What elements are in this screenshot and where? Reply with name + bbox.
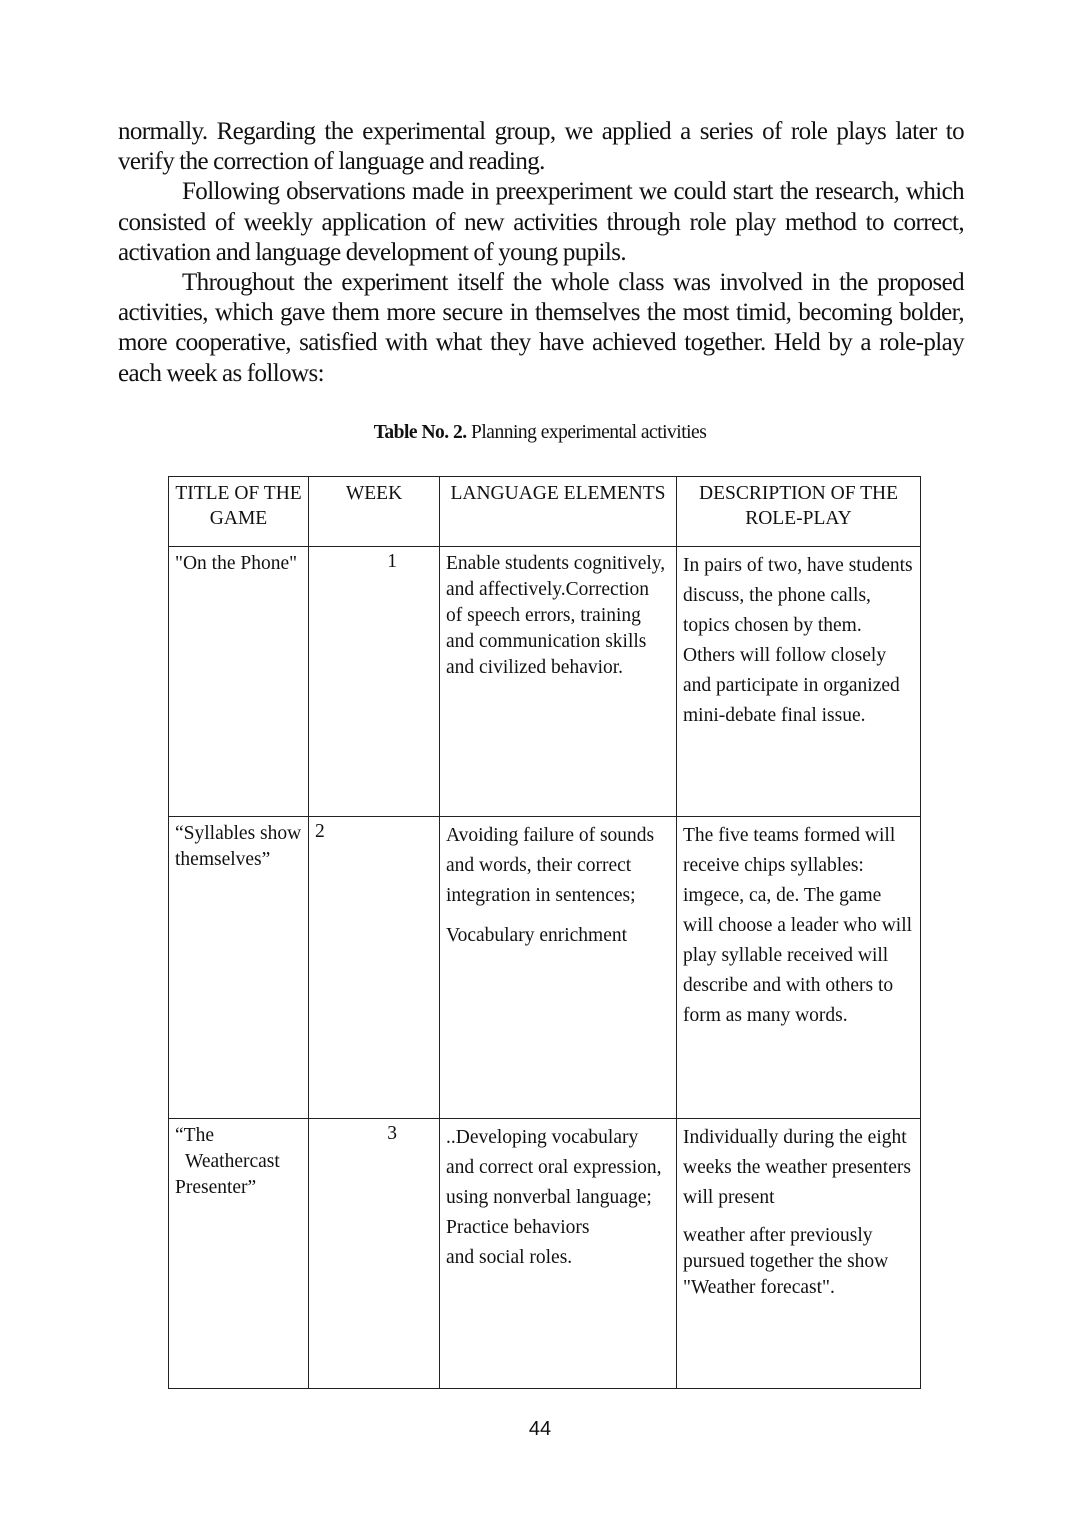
- table-row: [169, 1119, 921, 1389]
- table-header-row: [169, 477, 921, 547]
- paragraph-1: normally. Regarding the experimental group, we applied a series of role plays later to verify the correction of language and reading.: [118, 118, 964, 176]
- week-number: 3: [309, 1119, 440, 1389]
- role-play-description-part-2: weather after previously pursued together the show "Weather forecast".: [683, 1225, 889, 1298]
- game-title-line-2: Weathercast: [185, 1151, 280, 1172]
- header-language-elements: LANGUAGE ELEMENTS: [440, 477, 677, 547]
- body-text: [118, 117, 964, 389]
- language-elements: [440, 1119, 677, 1389]
- table-row: [169, 547, 921, 817]
- language-elements-part-1: ..Developing vocabulary and correct oral expression, using nonverbal language; Practice behaviors: [446, 1127, 662, 1238]
- language-elements: Enable students cognitively, and affectively.Correction of speech errors, training and communication skills and civilized behavior.: [440, 547, 677, 817]
- header-week: WEEK: [309, 477, 440, 547]
- role-play-description: The five teams formed will receive chips syllables: imgece, ca, de. The game will choose a leader who will play syllable received will describe and with others to form as many words.: [677, 817, 921, 1119]
- paragraph-3: Throughout the experiment itself the whole class was involved in the proposed activities, which gave them more secure in themselves the most timid, becoming bolder, more cooperative, satisfied with what they have achieved together. Held by a role-play each week as follows:: [118, 269, 964, 387]
- page-number: 44: [528, 1418, 552, 1440]
- table-caption-label: Table No. 2.: [373, 422, 467, 443]
- week-number: 2: [309, 817, 440, 1119]
- paragraph-2: Following observations made in preexperiment we could start the research, which consisted of weekly application of new activities through role play method to correct, activation and language development of young pupils.: [118, 178, 964, 266]
- role-play-description: In pairs of two, have students discuss, the phone calls, topics chosen by them. Others will follow closely and participate in organized mini-debate final issue.: [677, 547, 921, 817]
- role-play-description-part-1: Individually during the eight weeks the weather presenters will present: [683, 1127, 911, 1208]
- table-row: [169, 817, 921, 1119]
- language-elements: [440, 817, 677, 1119]
- game-title: “Syllables show themselves”: [169, 817, 309, 1119]
- table-caption-text: Planning experimental activities: [466, 422, 707, 443]
- language-elements-part-1: Avoiding failure of sounds and words, their correct integration in sentences;: [446, 825, 655, 906]
- planning-table: [168, 476, 921, 1389]
- game-title: "On the Phone": [169, 547, 309, 817]
- week-number: 1: [309, 547, 440, 817]
- game-title-line-1: “The: [175, 1125, 214, 1146]
- game-title-line-3: Presenter”: [175, 1177, 257, 1198]
- role-play-description: [677, 1119, 921, 1389]
- language-elements-part-2: and social roles.: [446, 1247, 573, 1268]
- header-description: DESCRIPTION OF THE ROLE-PLAY: [677, 477, 921, 547]
- table-caption: [0, 422, 1080, 444]
- header-title-of-game: TITLE OF THE GAME: [169, 477, 309, 547]
- language-elements-part-2: Vocabulary enrichment: [446, 925, 628, 946]
- game-title: [169, 1119, 309, 1389]
